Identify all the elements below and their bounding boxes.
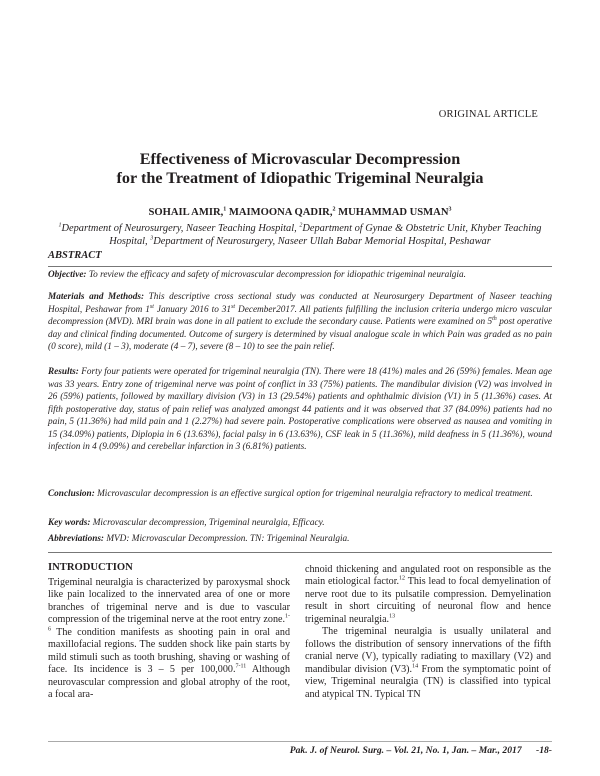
citation-sup: 1-6 bbox=[48, 614, 290, 633]
abstract-conclusion bbox=[48, 488, 552, 501]
intro-column-left bbox=[48, 577, 290, 702]
affiliations bbox=[50, 222, 550, 249]
title-line-1: Effectiveness of Microvascular Decompression bbox=[139, 150, 461, 168]
affil-sup: 1 bbox=[58, 222, 62, 229]
author-sup: 1 bbox=[223, 206, 227, 213]
intro-text: chnoid thickening and angulated root on responsible as the main etiological factor. bbox=[305, 564, 551, 588]
author-list bbox=[0, 207, 600, 218]
methods-sup: st bbox=[149, 303, 154, 310]
abstract-keywords bbox=[48, 517, 552, 530]
results-text: Forty four patients were operated for trigeminal neuralgia (TN). There were 18 (41%) males and 26 (59%) females. Mean age was 33 years. Entry zone of trigeminal nerve was point of conflict in 33 (75%) patients. The mandibular division (V2) was involved in 26 (59%) patients, followed by maxillary division (V3) in 13 (29.54%) patients and ophthalmic division (V1) in 5 (11.36%) cases. At fifth postoperative day, status of pain relief was analyzed amongst 44 patients and it was observed that 37 (84.09%) patients had no pain, 5 (11.36%) had mild pain and 1 (2.27%) had severe pain. Postoperative complications were observed as nausea and vomiting in 15 (34.09%) patients, Diplopia in 6 (13.63%), facial palsy in 6 (13.63%), CSF leak in 5 (11.36%), mild deafness in 5 (11.36%), wound infection in 4 (9.09%) and cerebellar infarction in 3 (6.81%) patients. bbox=[48, 367, 553, 452]
citation-sup: 13 bbox=[389, 613, 396, 620]
abstract-methods bbox=[48, 291, 552, 354]
methods-sup: st bbox=[231, 303, 236, 310]
abbreviations-text: MVD: Microvascular Decompression. TN: Trigeminal Neuralgia. bbox=[106, 534, 350, 544]
title-line-2: for the Treatment of Idiopathic Trigeminal Neuralgia bbox=[116, 169, 484, 187]
abstract-heading: ABSTRACT bbox=[48, 250, 102, 261]
abbreviations-label: Abbreviations: bbox=[48, 534, 105, 544]
intro-paragraph-2 bbox=[305, 626, 551, 701]
objective-label: Objective: bbox=[48, 270, 87, 280]
author-sup: 3 bbox=[448, 206, 452, 213]
citation-sup: 14 bbox=[412, 663, 419, 670]
citation-sup: 7-11 bbox=[235, 663, 247, 670]
intro-text: From the symptomatic point of view, Trigeminal neuralgia (TN) is classified into typical and atypical TN. Typical TN bbox=[305, 663, 551, 700]
methods-text: This descriptive cross sectional study was conducted at Neurosurgery Department of Naseer teaching Hospital, Peshawar from 1 bbox=[48, 292, 553, 315]
footer-rule bbox=[48, 741, 552, 742]
methods-label: Materials and Methods: bbox=[48, 292, 145, 302]
conclusion-text: Microvascular decompression is an effective surgical option for trigeminal neuralgia refractory to medical treatment. bbox=[97, 489, 533, 499]
abstract-bottom-rule bbox=[48, 552, 552, 553]
journal-footer bbox=[48, 745, 552, 756]
abstract-top-rule bbox=[48, 266, 552, 267]
intro-text: This lead to focal demyelination of nerve root due to its pulsatile compression. Demyelination result in short circuiting of neuronal flow and hence trigeminal neuralgia. bbox=[305, 576, 551, 625]
methods-sup: th bbox=[492, 315, 497, 322]
intro-text: The condition manifests as shooting pain in oral and maxillofacial regions. The sudden shock like pain starts by mild stimuli such as tooth brushing, shaving or washing of face. Its incidence is 3 – 5 per 100,000. bbox=[48, 626, 290, 676]
author-name: SOHAIL AMIR, bbox=[148, 207, 224, 218]
intro-text: The trigeminal neuralgia is usually unilateral and follows the distribution of sensory innervations of the fifth cranial nerve (V), typically radiating to maxillary (V2) and mandibular division (V3). bbox=[305, 626, 551, 675]
methods-text: post operative day and clinical finding documented. Outcome of surgery is determined by visual analogue scale in which Pain was graded as no pain (0 score), mild (1 – 3), moderate (4 – 7), severe (8 – 10) to see the pain relief. bbox=[48, 317, 552, 352]
intro-text: Trigeminal neuralgia is characterized by paroxysmal shock like pain localized to the innervated area of one or more branches of trigeminal nerve and is due to vascular compression of the trigeminal nerve at the root entry zone. bbox=[48, 577, 290, 626]
citation-sup: 12 bbox=[399, 576, 406, 583]
abstract-objective bbox=[48, 269, 552, 282]
keywords-label: Key words: bbox=[48, 518, 91, 528]
author-name: MUHAMMAD USMAN bbox=[338, 207, 449, 218]
results-label: Results: bbox=[48, 367, 79, 377]
intro-text: Although neurovascular compression and global atrophy of the root, a focal ara- bbox=[48, 664, 290, 701]
intro-column-right bbox=[305, 564, 551, 701]
objective-text: To review the efficacy and safety of microvascular decompression for idiopathic trigeminal neuralgia. bbox=[88, 270, 466, 280]
affiliation-1: Department of Neurosurgery, Naseer Teaching Hospital, bbox=[61, 223, 297, 234]
journal-citation: Pak. J. of Neurol. Surg. – Vol. 21, No. 1, Jan. – Mar., 2017 bbox=[289, 745, 522, 756]
affil-sup: 2 bbox=[299, 222, 303, 229]
keywords-text: Microvascular decompression, Trigeminal neuralgia, Efficacy. bbox=[92, 518, 325, 528]
affil-sup: 3 bbox=[150, 235, 154, 242]
abstract-results bbox=[48, 366, 552, 454]
introduction-heading: INTRODUCTION bbox=[48, 562, 133, 573]
methods-text: December2017. All patients fulfilling the inclusion criteria undergo micro vascular decompression (MVD). MRI brain was done in all patient to exclude the secondary cause. Patients were examined on 5 bbox=[48, 304, 552, 327]
conclusion-label: Conclusion: bbox=[48, 489, 95, 499]
author-name: MAIMOONA QADIR, bbox=[228, 207, 333, 218]
affiliation-3: Department of Neurosurgery, Naseer Ullah Babar Memorial Hospital, Peshawar bbox=[153, 236, 491, 248]
article-title bbox=[0, 150, 600, 188]
article-type-label: ORIGINAL ARTICLE bbox=[438, 109, 538, 120]
methods-text: January 2016 to 31 bbox=[153, 304, 232, 315]
affiliation-2: Department of Gynae & Obstetric Unit, Khyber Teaching Hospital, bbox=[109, 223, 542, 248]
author-sup: 2 bbox=[332, 206, 336, 213]
page-number: -18- bbox=[536, 745, 552, 756]
abstract-abbreviations bbox=[48, 533, 552, 546]
